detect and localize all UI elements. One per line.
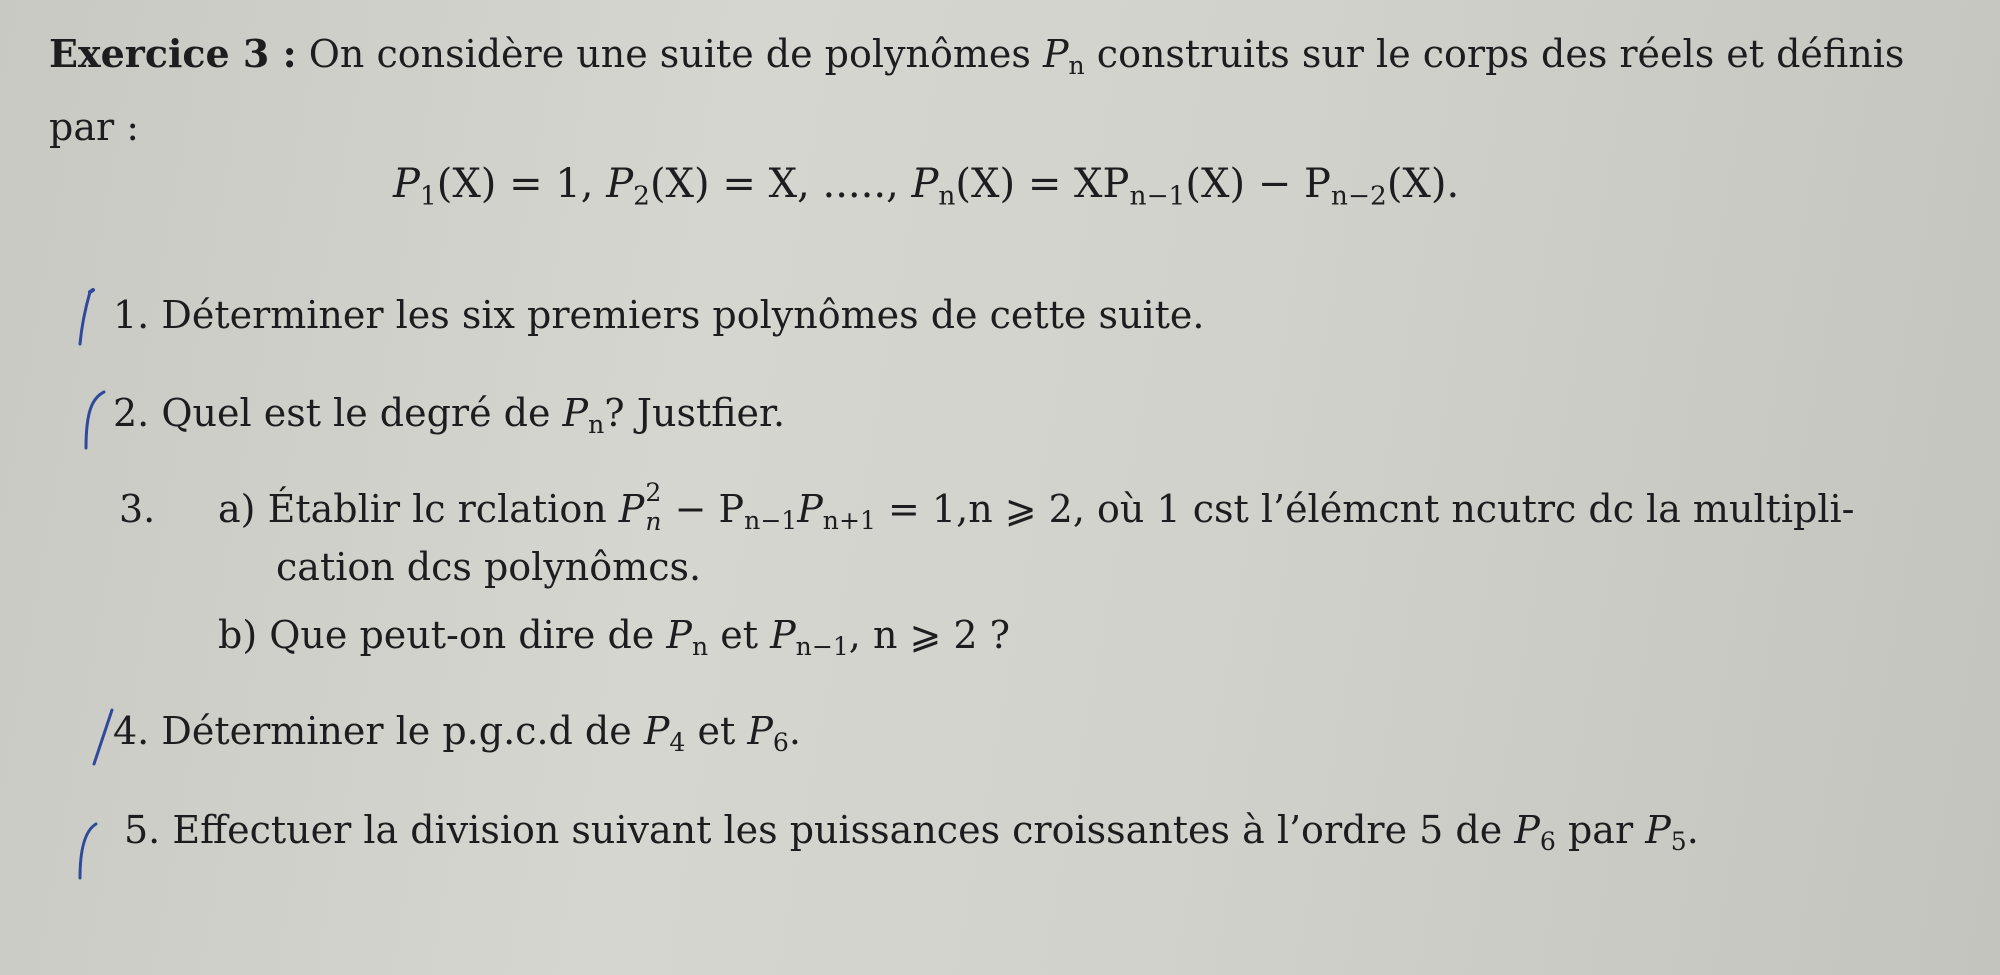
symbol-pn: $P_n$ bbox=[1042, 32, 1085, 81]
question-3a-continuation: cation dcs polynômcs. bbox=[276, 545, 702, 589]
definition-formula: $P_1(X) = 1$, $P_2(X) = X$, ....., $P_n(X) = XP_{n-1}(X) - P_{n-2}(X)$. bbox=[393, 161, 1460, 212]
exercise-header-line bbox=[49, 31, 1905, 81]
pen-mark-q1 bbox=[72, 286, 102, 348]
question-3-number: 3. bbox=[119, 487, 156, 531]
question-number: 2. bbox=[113, 391, 150, 435]
question-number: 5. bbox=[124, 808, 161, 852]
question-2: 2. Quel est le degré de $P_n$? Justfier. bbox=[113, 391, 786, 440]
intro-line-2: par : bbox=[49, 105, 140, 149]
pen-mark-q2 bbox=[76, 388, 110, 454]
question-4: 4. Déterminer le p.g.c.d de $P_4$ et $P_6$. bbox=[113, 709, 801, 758]
question-number: 4. bbox=[113, 709, 150, 753]
exercise-title: Exercice 3 : bbox=[49, 31, 297, 76]
pen-mark-q4 bbox=[86, 704, 120, 770]
intro-text-2: construits sur le corps des réels et définis bbox=[1096, 32, 1905, 76]
question-3a: a) Établir lc rclation P 2 $n - P_{n-1}P_{n+1} = 1,n$ ⩾ 2, où 1 cst l’élémcnt ncutrc dc la multipli- bbox=[218, 478, 1855, 536]
intro-text-1: On considère une suite de polynômes bbox=[308, 32, 1031, 76]
question-text: Déterminer les six premiers polynômes de cette suite. bbox=[161, 293, 1205, 337]
pen-mark-q5 bbox=[70, 818, 104, 884]
question-1 bbox=[113, 293, 1205, 337]
question-number: 1. bbox=[113, 293, 150, 337]
question-5: 5. Effectuer la division suivant les puissances croissantes à l’ordre 5 de $P_6$ par $P_5$. bbox=[124, 808, 1699, 857]
question-3b: b) Que peut-on dire de $P_n$ et $P_{n-1}$, n ⩾ 2 ? bbox=[218, 613, 1011, 662]
